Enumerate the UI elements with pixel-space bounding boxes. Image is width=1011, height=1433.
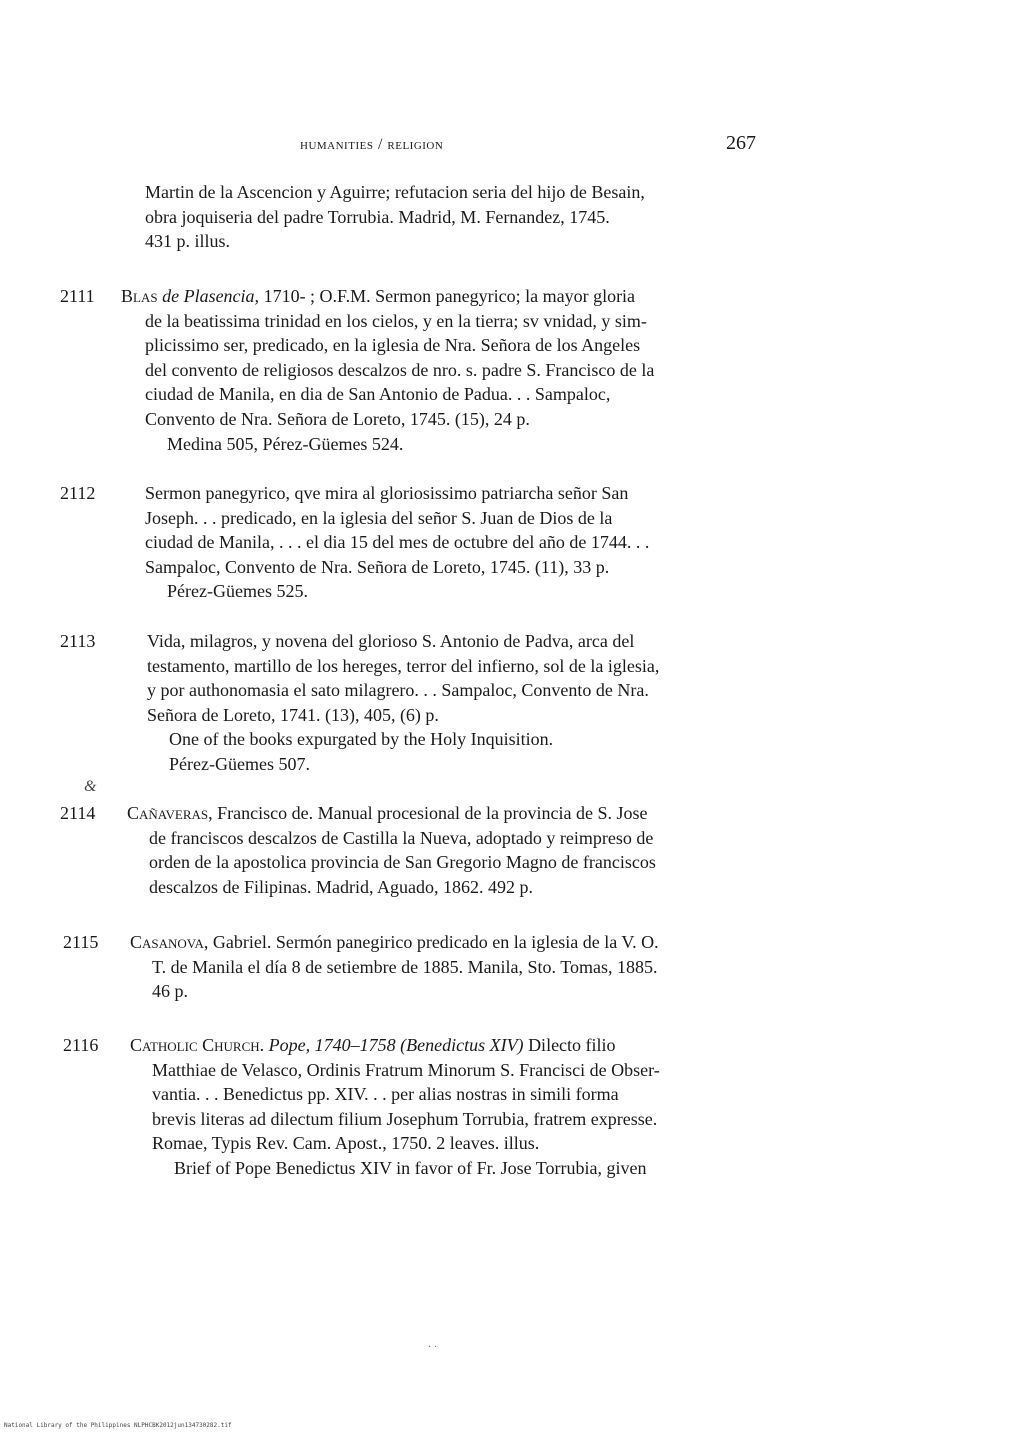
entry-line-text: Francisco de. Manual procesional de la provincia de S. Jose — [212, 803, 648, 823]
entry-number: 2113 — [60, 631, 96, 651]
text-line: ciudad de Manila, . . . el dia 15 del mes de octubre del año de 1744. . . — [145, 532, 650, 553]
text-line: 431 p. illus. — [145, 231, 231, 252]
text-line: vantia. . . Benedictus pp. XIV. . . per alias nostras in simili forma — [152, 1084, 619, 1105]
text-line: Romae, Typis Rev. Cam. Apost., 1750. 2 leaves. illus. — [152, 1133, 540, 1154]
entry-line-text: Dilecto filio — [523, 1035, 616, 1055]
scan-speck: · · — [428, 1342, 438, 1353]
entry-number: 2115 — [63, 932, 99, 952]
entry-number: 2112 — [60, 483, 96, 503]
text-line: testamento, martillo de los hereges, terror del infierno, sol de la iglesia, — [147, 655, 660, 676]
note-line: One of the books expurgated by the Holy Inquisition. — [169, 729, 554, 750]
text-line: obra joquiseria del padre Torrubia. Madrid, M. Fernandez, 1745. — [145, 206, 610, 227]
text-line: T. de Manila el día 8 de setiembre de 1885. Manila, Sto. Tomas, 1885. — [152, 956, 658, 977]
entry-author: Catholic Church. — [130, 1035, 265, 1055]
entry-number: 2111 — [60, 286, 95, 306]
text-line: Convento de Nra. Señora de Loreto, 1745. (15), 24 p. — [145, 408, 530, 429]
text-line — [121, 284, 761, 309]
note-line: Brief of Pope Benedictus XIV in favor of Fr. Jose Torrubia, given — [174, 1157, 647, 1178]
text-line: 46 p. — [152, 981, 188, 1002]
entry-line-text: Gabriel. Sermón panegirico predicado en la iglesia de la V. O. — [208, 932, 659, 952]
entry-2115 — [130, 930, 770, 1004]
scan-footer: National Library of the Philippines NLPHCBK2012jun134730282.tif — [4, 1422, 232, 1429]
text-line: orden de la apostolica provincia de San Gregorio Magno de franciscos — [149, 852, 656, 873]
note-line: Pérez-Güemes 507. — [169, 753, 310, 774]
text-line: Matthiae de Velasco, Ordinis Fratrum Minorum S. Francisci de Obser- — [152, 1059, 660, 1080]
text-line: Martin de la Ascencion y Aguirre; refutacion seria del hijo de Besain, — [145, 182, 645, 202]
entry-author: Cañaveras, — [127, 803, 213, 823]
text-line: de franciscos descalzos de Castilla la Nueva, adoptado y reimpreso de — [149, 827, 654, 848]
text-line: de la beatissima trinidad en los cielos, y en la tierra; sv vnidad, y sim- — [145, 310, 647, 331]
entry-number: 2116 — [63, 1035, 99, 1055]
running-head: humanities / religion — [300, 136, 444, 153]
text-line: ciudad de Manila, en dia de San Antonio de Padua. . . Sampaloc, — [145, 384, 611, 405]
entry-2112 — [145, 481, 767, 604]
entry-author: Casanova, — [130, 932, 209, 952]
entry-2114 — [127, 801, 767, 899]
entry-2113 — [147, 629, 769, 777]
text-line: descalzos de Filipinas. Madrid, Aguado, 1862. 492 p. — [149, 876, 533, 897]
entry-author-rest: Pope, 1740–1758 (Benedictus XIV) — [268, 1035, 524, 1055]
text-line: plicissimo ser, predicado, en la iglesia de Nra. Señora de los Angeles — [145, 335, 641, 356]
continuation-text — [145, 180, 767, 254]
entry-number: 2114 — [60, 803, 96, 823]
note-line: Pérez-Güemes 525. — [167, 581, 308, 602]
entry-author-rest: de Plasencia, — [162, 286, 260, 306]
entry-line-text: 1710- ; O.F.M. Sermon panegyrico; la mayor gloria — [259, 286, 636, 306]
note-line: Medina 505, Pérez-Güemes 524. — [167, 433, 404, 454]
text-line: Vida, milagros, y novena del glorioso S. Antonio de Padva, arca del — [147, 631, 635, 651]
entry-2111 — [121, 284, 761, 456]
text-line: Joseph. . . predicado, en la iglesia del señor S. Juan de Dios de la — [145, 507, 613, 528]
handwritten-margin-mark: & — [84, 778, 97, 795]
text-line: brevis literas ad dilectum filium Josephum Torrubia, fratrem expresse. — [152, 1108, 658, 1129]
text-line — [127, 801, 767, 826]
text-line — [130, 1033, 775, 1058]
text-line — [130, 930, 770, 955]
entry-author: Blas — [121, 286, 158, 306]
text-line: Sampaloc, Convento de Nra. Señora de Loreto, 1745. (11), 33 p. — [145, 556, 610, 577]
text-line: Sermon panegyrico, qve mira al gloriosissimo patriarcha señor San — [145, 483, 629, 503]
text-line: del convento de religiosos descalzos de nro. s. padre S. Francisco de la — [145, 359, 655, 380]
page-number: 267 — [726, 132, 756, 154]
entry-2116 — [130, 1033, 775, 1181]
text-line: Señora de Loreto, 1741. (13), 405, (6) p. — [147, 704, 439, 725]
text-line: y por authonomasia el sato milagrero. . . Sampaloc, Convento de Nra. — [147, 680, 649, 701]
